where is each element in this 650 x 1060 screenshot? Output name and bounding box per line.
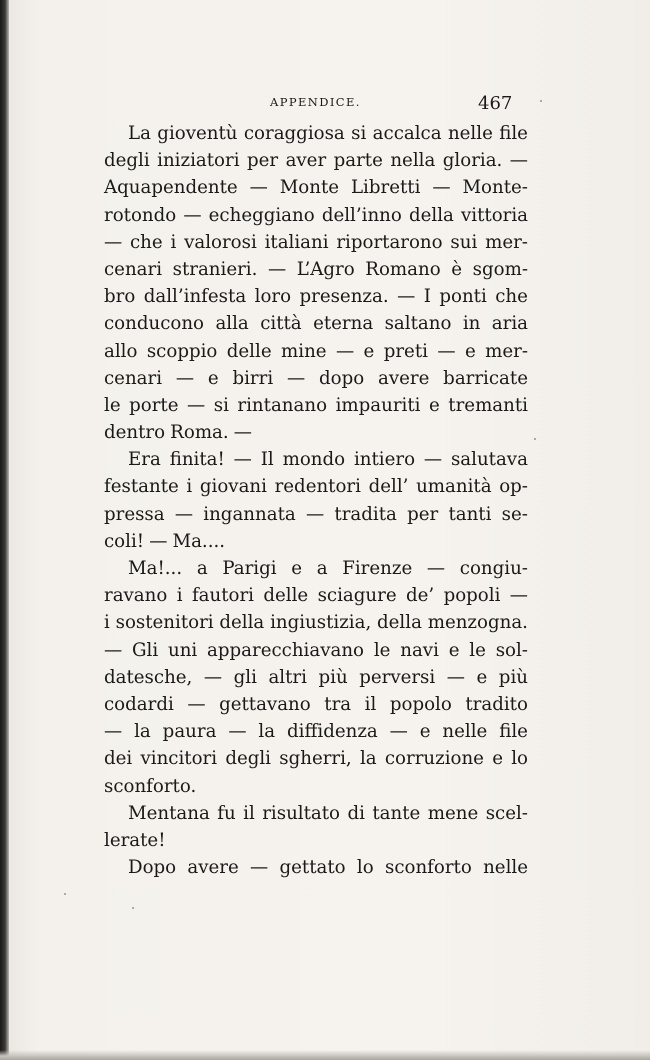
word: Monte- [462,177,528,199]
word: si [351,123,367,144]
word: più [498,666,528,688]
word: lerate! [104,829,166,851]
word: — [228,721,247,743]
word: — [175,367,195,389]
word: navi [400,639,439,661]
word: Il [260,449,274,471]
word: mer- [485,231,528,253]
word: che [495,286,528,308]
word: cenari [104,258,163,280]
word: e [464,340,476,362]
text-line [104,773,528,800]
word: finita! [169,449,225,471]
text-line [104,310,528,337]
word: ravano [104,585,168,607]
word: aria [491,313,528,335]
text-line [104,256,528,283]
word: sciagure [317,585,397,607]
word: per [407,503,439,525]
word: — [426,558,446,579]
word: italiani [264,231,329,253]
text-line [104,120,528,147]
word: rotondo [104,204,177,226]
word: — [203,666,223,688]
word: delle [263,585,309,607]
word: sconforto. [104,775,197,797]
word: bro [104,286,136,308]
word: che [129,231,163,253]
word: I [423,286,431,308]
word: codardi [104,693,174,715]
word: — [389,721,408,743]
word: le [373,639,391,661]
word: umanità [416,476,492,498]
word: vincitori [140,748,218,770]
word: risultato [262,802,341,824]
word: — [104,639,123,661]
word: dopo [318,367,365,389]
word: Parigi [222,558,277,579]
word: e [476,666,488,688]
word: file [499,721,528,743]
word: preti [383,340,428,362]
word: la [258,721,276,743]
word: coli! [104,530,145,552]
word: — [187,394,206,416]
word: della [408,204,454,226]
word: paura [162,721,217,743]
word: le [104,394,121,416]
word: gloria. [442,150,503,172]
word: in [462,313,481,335]
text-line [104,582,528,609]
word: iniziatori [157,150,240,172]
word: Era [128,449,161,471]
word: — [286,367,306,389]
word: Roma. [170,422,229,444]
word: congiu- [459,558,528,579]
word: i [170,231,177,253]
text-line [104,338,528,365]
print-speck [64,893,66,895]
word: presenza. [299,286,389,308]
page-number: 467 [478,93,513,114]
word: Monte [279,177,340,199]
word: — [250,857,269,879]
text-line [104,365,528,392]
word: popoli [443,585,501,607]
word: Dopo [128,857,177,879]
word: dell’inno [321,204,402,226]
word: e [207,367,219,389]
word: — [446,666,465,688]
word: — [183,204,202,226]
word: sgom- [472,258,528,280]
word: mene [427,802,479,824]
text-line [104,419,528,446]
word: scel- [485,802,528,824]
word: avere [378,367,430,389]
word: e [448,639,460,661]
word: intiero [353,449,416,471]
word: altri [268,666,307,688]
word: sostenitori [115,612,214,634]
word: — [267,258,287,280]
word: pressa [104,503,165,525]
word: tradito [465,693,528,715]
word: delle [226,340,272,362]
word: di [347,802,365,824]
word: nelle [483,857,528,879]
word: saltano [384,313,452,335]
word: — [437,340,456,362]
word: — [233,422,252,444]
word: de’ [405,585,435,607]
page-bottom-edge [0,1050,650,1060]
word: corruzione [384,748,484,770]
word: sui [450,231,478,253]
word: per [246,150,279,172]
word: impauriti [335,394,421,416]
word: gettato [279,857,346,879]
text-line [104,229,528,256]
word: giovani [199,476,267,498]
word: — [432,177,451,199]
print-speck [534,438,536,440]
word: file [499,123,528,144]
word: i [186,476,193,498]
word: gioventù [157,123,238,144]
word: della [377,612,422,634]
word: se- [501,503,528,525]
word: birri [232,367,274,389]
word: e [291,558,303,579]
word: dentro [104,422,166,444]
word: loro [254,286,292,308]
word: Mentana [128,802,210,824]
word: dei [104,748,133,770]
word: salutava [450,449,528,471]
word: festante [104,476,179,498]
word: — [187,693,206,715]
word: avere [187,857,239,879]
word: aver [285,150,327,172]
word: — [397,286,416,308]
text-line [104,202,528,229]
word: — [104,721,123,743]
word: i [176,585,183,607]
word: si [213,394,229,416]
print-speck [540,100,542,102]
word: — [174,503,194,525]
word: — [509,585,528,607]
word: mondo [282,449,346,471]
word: il [243,802,255,824]
word: sol- [495,639,528,661]
word: alla [215,313,249,335]
word: e [492,748,503,770]
word: e [429,394,440,416]
text-line [104,283,528,310]
word: dall’infesta [143,286,247,308]
word: La [128,123,151,144]
word: ponti [439,286,487,308]
word: rintanano [237,394,328,416]
word: città [260,313,302,335]
word: ingiustizia, [270,612,372,634]
word: Romano [365,258,441,280]
word: fu [217,802,236,824]
text-line [104,555,528,582]
word: a [316,558,328,579]
word: — [305,503,325,525]
text-line [104,745,528,772]
word: — [423,449,443,471]
page-gutter-shadow [0,0,9,1060]
word: redentori [274,476,361,498]
text-line [104,501,528,528]
word: Ma.... [172,530,226,552]
word: Gli [132,639,159,661]
word: accalca [372,123,442,144]
text-line [104,174,528,201]
word: eterna [313,313,374,335]
word: allo [104,340,138,362]
word: Libretti [350,177,421,199]
word: Ma!... [128,558,183,579]
word: degli [225,748,271,770]
text-line [104,854,528,881]
word: a [196,558,208,579]
word: — [335,340,355,362]
word: la [359,748,377,770]
word: — [104,231,123,253]
word: tremanti [448,394,528,416]
word: i [104,612,110,634]
text-line [104,691,528,718]
word: mer- [485,340,528,362]
word: lo [511,748,528,770]
word: la [134,721,151,743]
word: dell’ [368,476,409,498]
text-line [104,528,528,555]
word: perversi [359,666,436,688]
word: e [363,340,375,362]
word: coraggiosa [243,123,345,144]
word: menzogna. [427,612,528,634]
word: tra [324,693,352,715]
text-line [104,473,528,500]
word: uni [167,639,198,661]
word: il [364,693,377,715]
word: mine [281,340,327,362]
text-line [104,637,528,664]
text-line [104,800,528,827]
word: — [233,449,252,471]
word: fautori [191,585,254,607]
word: riportarono [336,231,443,253]
word: lo [356,857,374,879]
word: conducono [104,313,205,335]
word: Firenze [342,558,413,579]
word: tanti [448,503,492,525]
word: apparecchiavano [207,639,365,661]
word: popolo [389,693,452,715]
word: sgherri, [279,748,352,770]
word: più [318,666,348,688]
word: porte [129,394,179,416]
word: — [509,150,528,172]
word: — [249,177,268,199]
text-line [104,446,528,473]
text-line [104,718,528,745]
word: gli [233,666,257,688]
body-text [104,120,528,881]
word: op- [499,476,528,498]
word: tradita [334,503,397,525]
word: diffidenza [287,721,378,743]
word: vittoria [460,204,528,226]
text-line [104,827,528,854]
word: datesche, [104,666,193,688]
word: degli [104,150,150,172]
word: le [469,639,486,661]
word: sconforto [384,857,472,879]
word: L’Agro [296,258,355,280]
word: e [419,721,431,743]
word: — [149,530,168,552]
word: gettavano [219,693,311,715]
word: cenari [104,367,163,389]
text-line [104,392,528,419]
word: Aquapendente [104,177,238,199]
text-line [104,147,528,174]
word: stranieri. [172,258,258,280]
text-line [104,664,528,691]
word: valorosi [184,231,257,253]
word: echeggiano [208,204,315,226]
text-line [104,609,528,636]
word: tante [372,802,421,824]
word: nelle [447,123,493,144]
word: parte [333,150,383,172]
word: è [451,258,463,280]
word: barricate [443,367,528,389]
running-head: APPENDICE. [270,95,361,109]
word: ingannata [203,503,296,525]
word: nelle [442,721,488,743]
word: scoppio [146,340,218,362]
word: della [219,612,265,634]
word: nella [390,150,436,172]
print-speck [132,907,134,909]
